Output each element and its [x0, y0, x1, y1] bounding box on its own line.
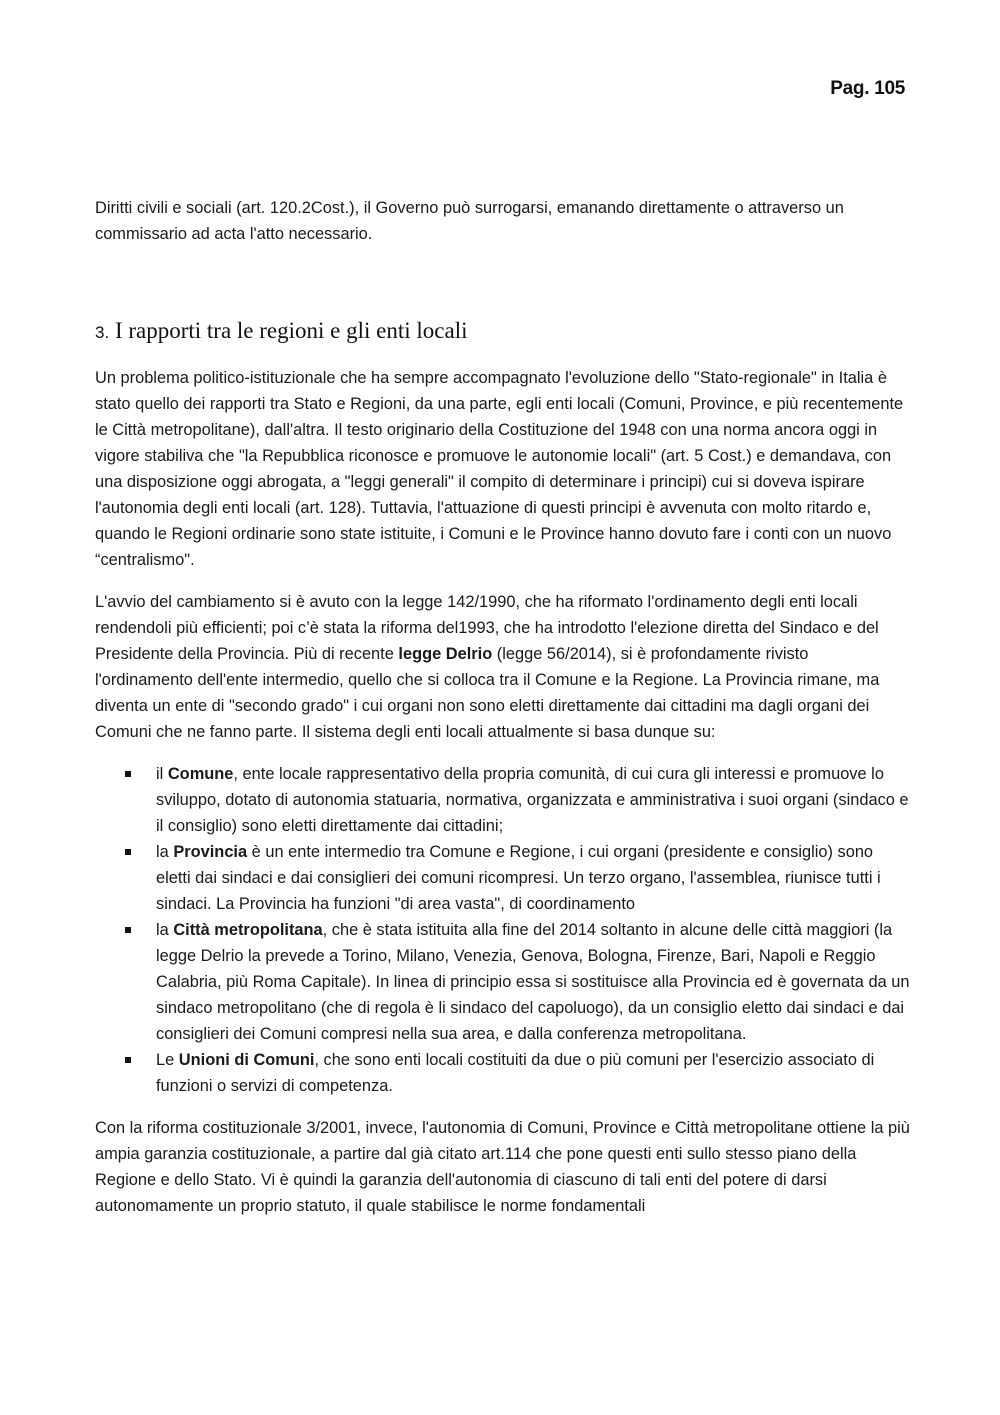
- list-item-text: , che sono enti locali costituiti da due o più comuni per l'esercizio associato di funzioni o servizi di competenza.: [156, 1051, 875, 1095]
- list-item-text: è un ente intermedio tra Comune e Regione, i cui organi (presidente e consiglio) sono eletti dai sindaci e dai consiglieri dei comuni ricompresi. Un terzo organo, l'assemblea, riunisce tutti i sindaci. La Provincia ha funzioni "di area vasta", di coordinamento: [156, 843, 881, 913]
- paragraph-2-bold: legge Delrio: [398, 645, 493, 663]
- list-item: [95, 839, 910, 917]
- square-bullet-icon: [125, 927, 131, 933]
- paragraph-2-text-after: (legge 56/2014), si è profondamente rivisto l'ordinamento dell'ente intermedio, quello che si colloca tra il Comune e la Regione. La Provincia rimane, ma diventa un ente di "secondo grado" i cui organi non sono eletti direttamente dai cittadini ma dagli organi dei Comuni che ne fanno parte. Il sistema degli enti locali attualmente si basa dunque su:: [95, 645, 880, 741]
- intro-paragraph: Diritti civili e sociali (art. 120.2Cost.), il Governo può surrogarsi, emanando direttamente o attraverso un commissario ad acta l'atto necessario.: [95, 199, 844, 243]
- paragraph-3: Con la riforma costituzionale 3/2001, invece, l'autonomia di Comuni, Province e Città metropolitane ottiene la più ampia garanzia costituzionale, a partire dal già citato art.114 che pone questi enti sullo stesso piano della Regione e dello Stato. Vi è quindi la garanzia dell'autonomia di ciascuno di tali enti del potere di darsi autonomamente un proprio statuto, il quale stabilisce le norme fondamentali: [95, 1119, 910, 1215]
- list-item-prefix: la: [156, 843, 174, 861]
- list-item-prefix: Le: [156, 1051, 179, 1069]
- list-item-term: Unioni di Comuni: [178, 1051, 315, 1069]
- list-item: [95, 917, 910, 1047]
- section-title: I rapporti tra le regioni e gli enti locali: [114, 318, 468, 343]
- list-item: [95, 761, 910, 839]
- list-item-text: , ente locale rappresentativo della propria comunità, di cui cura gli interessi e promuove lo sviluppo, dotato di autonomia statuaria, normativa, organizzata e amministrativa i suoi organi (sindaco e il consiglio) sono eletti direttamente dai cittadini;: [156, 765, 909, 835]
- section-number: 3.: [95, 323, 110, 342]
- square-bullet-icon: [125, 849, 131, 855]
- list-item-term: Provincia: [173, 843, 248, 861]
- paragraph-2-text-before: L'avvio del cambiamento si è avuto con la legge 142/1990, che ha riformato l'ordinamento degli enti locali rendendoli più efficienti; poi c’è stata la riforma del1993, che ha introdotto l'elezione diretta del Sindaco e del Presidente della Provincia. Più di recente: [95, 593, 879, 663]
- list-item-term: Comune: [167, 765, 234, 783]
- entities-list: [95, 761, 910, 1099]
- paragraph-1: Un problema politico-istituzionale che ha sempre accompagnato l'evoluzione dello "Stato-regionale" in Italia è stato quello dei rapporti tra Stato e Regioni, da una parte, egli enti locali (Comuni, Province, e più recentemente le Città metropolitane), dall'altra. Il testo originario della Costituzione del 1948 con una norma ancora oggi in vigore stabiliva che "la Repubblica riconosce e promuove le autonomie locali" (art. 5 Cost.) e demandava, con una disposizione oggi abrogata, a "leggi generali" il compito di determinare i principi) cui si doveva ispirare l'autonomia degli enti locali (art. 128). Tuttavia, l'attuazione di questi principi è avvenuta con molto ritardo e, quando le Regioni ordinarie sono state istituite, i Comuni e le Province hanno dovuto fare i conti con un nuovo “centralismo".: [95, 369, 904, 569]
- section-heading: [95, 315, 910, 349]
- list-item-prefix: il: [156, 765, 168, 783]
- list-item: [95, 1047, 910, 1099]
- page-number: Pag. 105: [830, 78, 905, 99]
- square-bullet-icon: [125, 771, 131, 777]
- list-item-text: , che è stata istituita alla fine del 2014 soltanto in alcune delle città maggiori (la legge Delrio la prevede a Torino, Milano, Venezia, Genova, Bologna, Firenze, Bari, Napoli e Reggio Calabria, più Roma Capitale). In linea di principio essa si sostituisce alla Provincia ed è governata da un sindaco metropolitano (che di regola è li sindaco del capoluogo), da un consiglio eletto dai sindaci e dai consiglieri dei Comuni compresi nella sua area, e dalla conferenza metropolitana.: [156, 921, 910, 1043]
- list-item-prefix: la: [156, 921, 174, 939]
- document-body: [95, 195, 910, 1235]
- square-bullet-icon: [125, 1057, 131, 1063]
- paragraph-2: [95, 589, 910, 745]
- list-item-term: Città metropolitana: [173, 921, 323, 939]
